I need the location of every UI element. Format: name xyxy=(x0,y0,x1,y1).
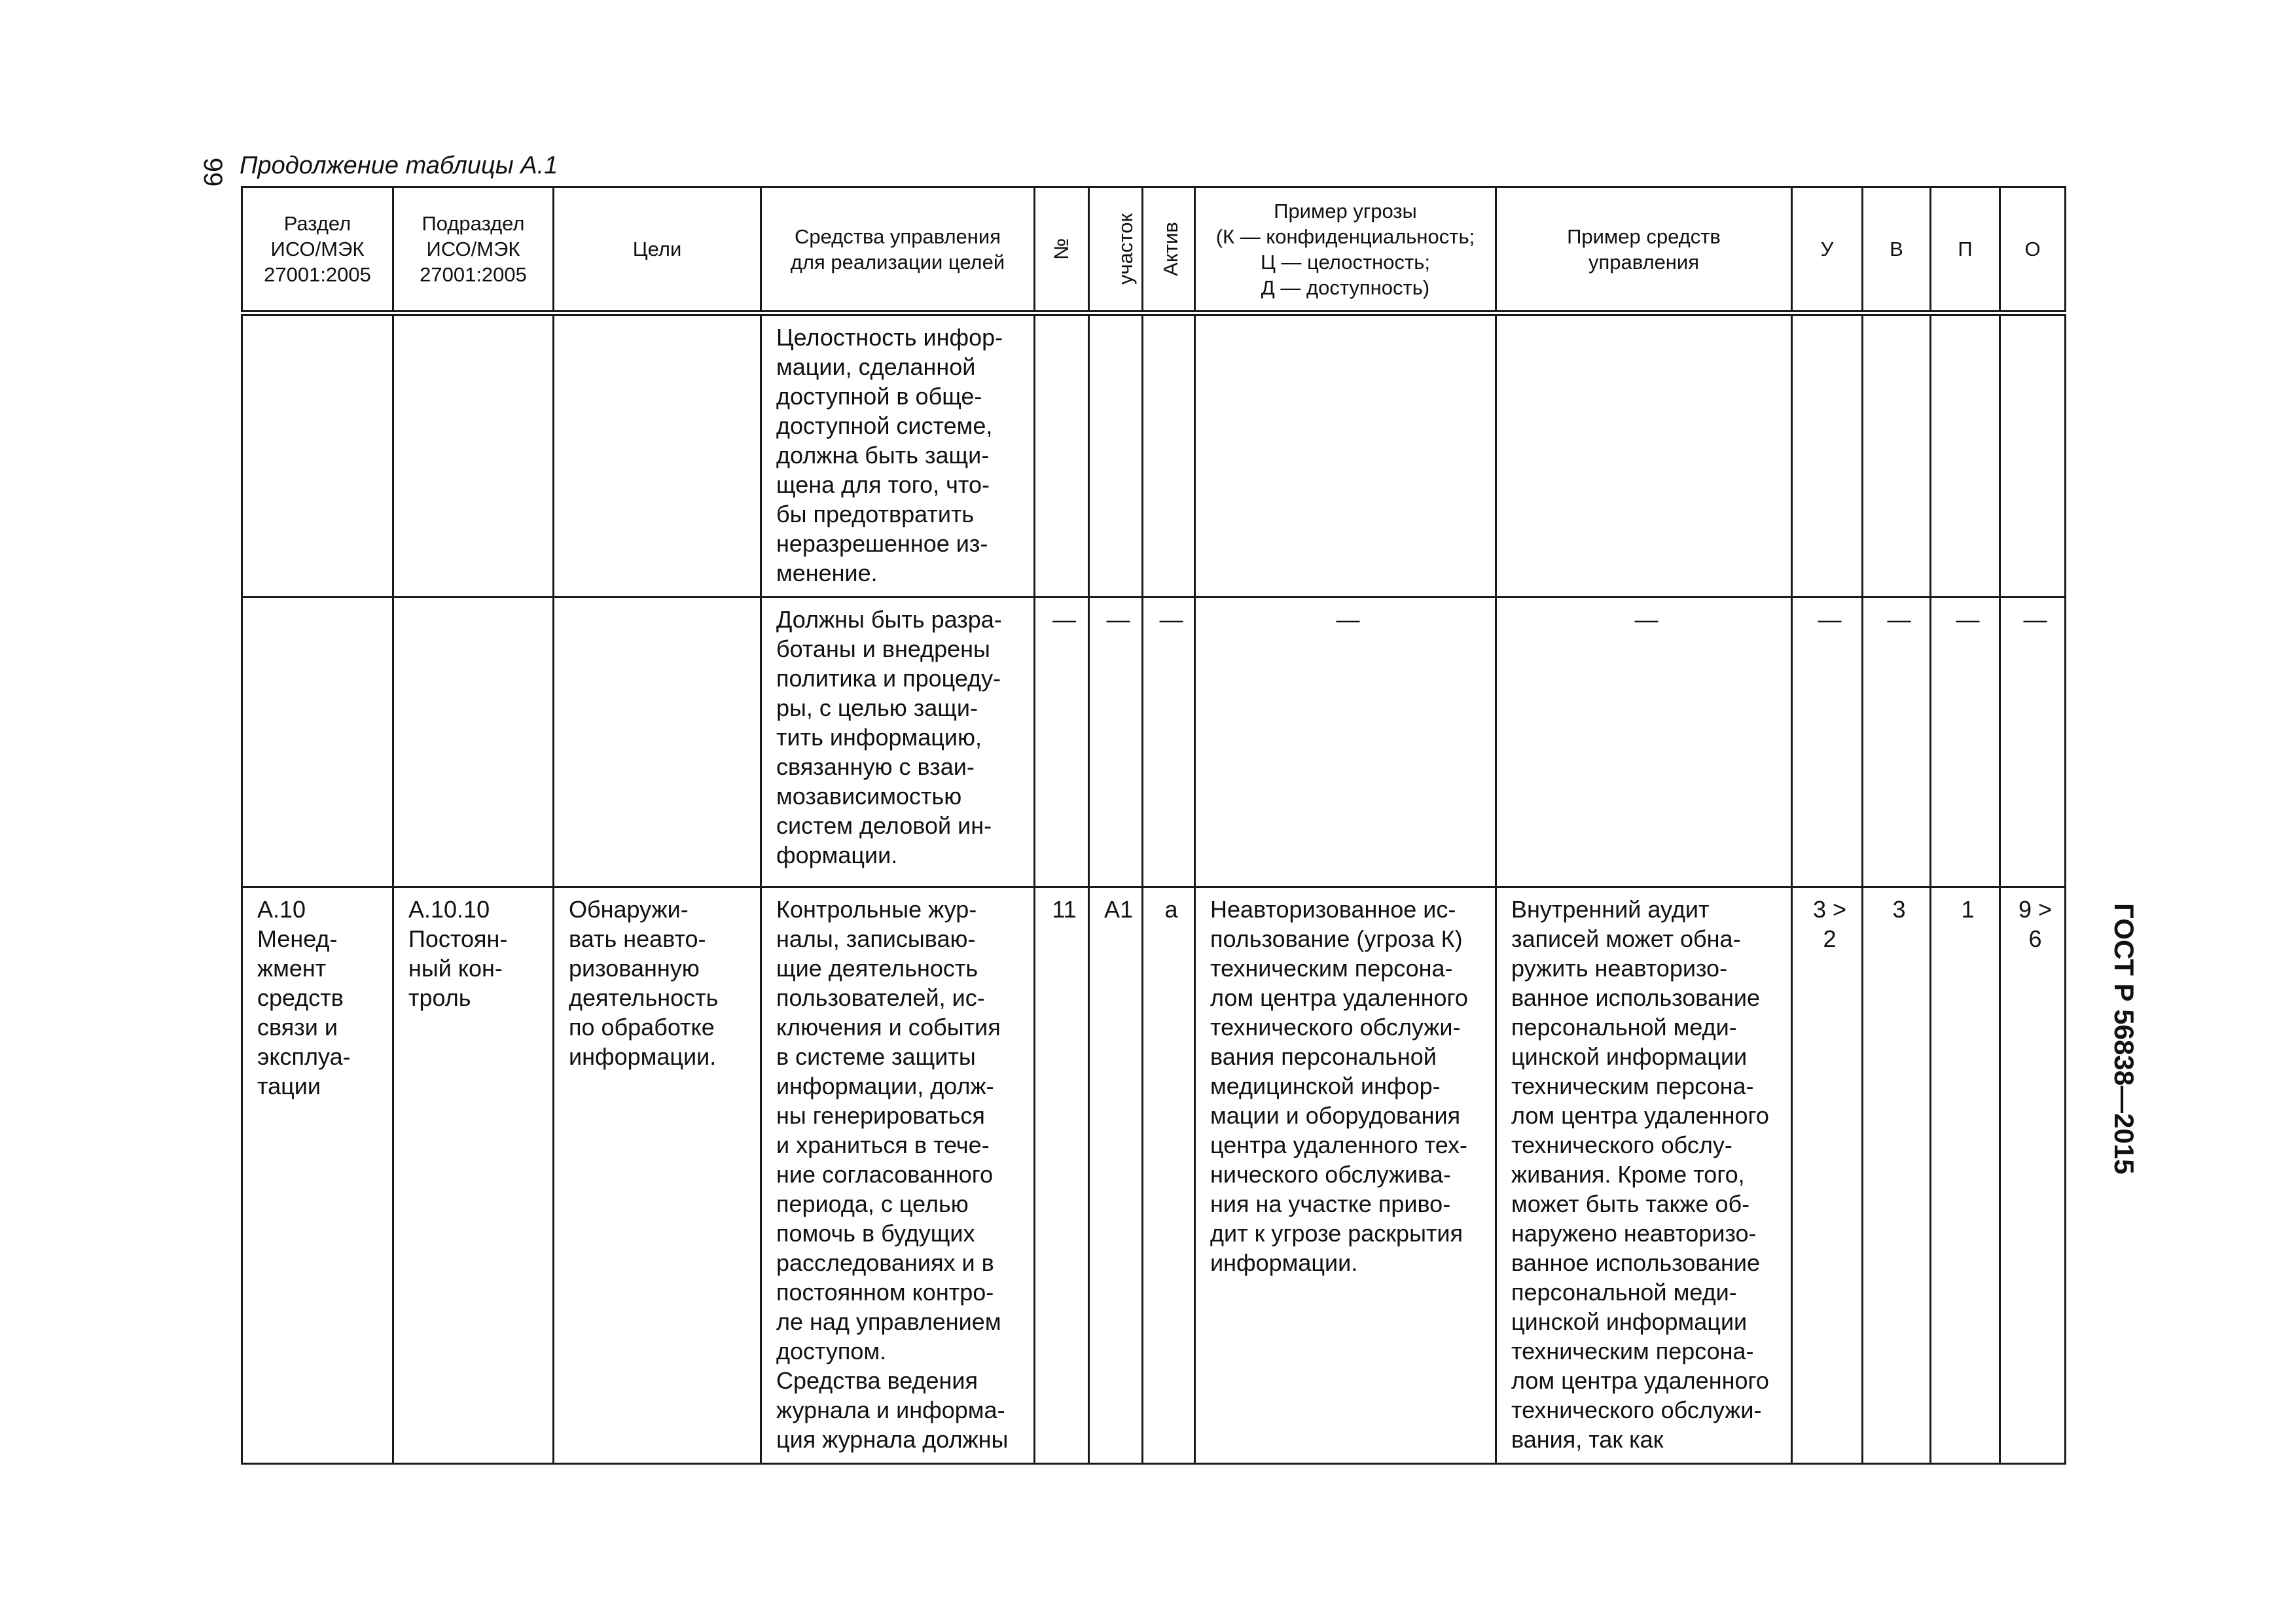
header-example-controls: Пример средств управления xyxy=(1496,187,1792,313)
cell-o: — xyxy=(2000,597,2066,887)
cell-threat xyxy=(1195,313,1496,597)
cell-area xyxy=(1089,313,1143,597)
cell-threat: — xyxy=(1195,597,1496,887)
header-goals: Цели xyxy=(554,187,761,313)
cell-example-controls: — xyxy=(1496,597,1792,887)
header-section: Раздел ИСО/МЭК 27001:2005 xyxy=(242,187,393,313)
table-row xyxy=(242,313,2066,597)
header-v: В xyxy=(1863,187,1931,313)
cell-v: 3 xyxy=(1863,887,1931,1464)
cell-section: А.10 Менед- жмент средств связи и эксплуа- тации xyxy=(242,887,393,1464)
cell-v xyxy=(1863,313,1931,597)
table-caption: Продолжение таблицы А.1 xyxy=(240,152,558,179)
cell-p xyxy=(1931,313,2000,597)
header-area: участок xyxy=(1114,213,1138,285)
cell-number: — xyxy=(1035,597,1089,887)
cell-subsection: А.10.10 Постоян- ный кон- троль xyxy=(393,887,554,1464)
cell-u xyxy=(1792,313,1863,597)
header-number: № xyxy=(1050,238,1073,260)
cell-goals: Обнаружи- вать неавто- ризованную деятельность по обработке информации. xyxy=(554,887,761,1464)
cell-v: — xyxy=(1863,597,1931,887)
cell-area: — xyxy=(1089,597,1143,887)
table-row xyxy=(242,887,2066,1464)
cell-p: 1 xyxy=(1931,887,2000,1464)
cell-example-controls xyxy=(1496,313,1792,597)
cell-asset xyxy=(1143,313,1195,597)
cell-o xyxy=(2000,313,2066,597)
header-o: О xyxy=(2000,187,2066,313)
cell-u: — xyxy=(1792,597,1863,887)
cell-asset: а xyxy=(1143,887,1195,1464)
cell-number xyxy=(1035,313,1089,597)
header-asset-cell xyxy=(1143,187,1195,313)
cell-o: 9 > 6 xyxy=(2000,887,2066,1464)
cell-section xyxy=(242,313,393,597)
cell-area: А1 xyxy=(1089,887,1143,1464)
cell-u: 3 > 2 xyxy=(1792,887,1863,1464)
cell-section xyxy=(242,597,393,887)
header-u: У xyxy=(1792,187,1863,313)
header-asset: Актив xyxy=(1158,222,1182,276)
cell-number: 11 xyxy=(1035,887,1089,1464)
cell-goals xyxy=(554,597,761,887)
controls-table xyxy=(241,186,2066,1465)
header-threat-example: Пример угрозы (К — конфиденциальность; Ц — целостность; Д — доступность) xyxy=(1195,187,1496,313)
standard-identifier: ГОСТ Р 56838—2015 xyxy=(2109,903,2140,1175)
header-p: П xyxy=(1931,187,2000,313)
cell-example-controls: Внутренний аудит записей может обна- ружить неавторизо- ванное использование персональной меди- цинской информации техническим персона- лом центра удаленного технического обслу- живания. Кроме того, может быть также об- наружено неавторизо- ванное использование персональной меди- цинской информации техническим персона- лом центра удаленного технического обслужи- вания, так как xyxy=(1496,887,1792,1464)
header-controls: Средства управления для реализации целей xyxy=(761,187,1035,313)
cell-controls: Должны быть разра- ботаны и внедрены политика и процеду- ры, с целью защи- тить информацию, связанную с взаи- мозависимостью систем деловой ин- формации. xyxy=(761,597,1035,887)
cell-controls: Контрольные жур- налы, записываю- щие деятельность пользователей, ис- ключения и события в системе защиты информации, долж- ны генерироваться и храниться в тече- ние согласованного периода, с целью помочь в будущих расследованиях и в постоянном контро- ле над управлением доступом. Средства ведения журнала и информа- ция журнала должны xyxy=(761,887,1035,1464)
header-area-cell xyxy=(1089,187,1143,313)
cell-asset: — xyxy=(1143,597,1195,887)
table-row xyxy=(242,597,2066,887)
page-number: 99 xyxy=(198,157,227,187)
cell-subsection xyxy=(393,597,554,887)
cell-threat: Неавторизованное ис- пользование (угроза К) техническим персона- лом центра удаленного технического обслужи- вания персональной медицинской инфор- мации и оборудования центра удаленного тех- нического обслужива- ния на участке приво- дит к угрозе раскрытия информации. xyxy=(1195,887,1496,1464)
cell-subsection xyxy=(393,313,554,597)
cell-goals xyxy=(554,313,761,597)
header-subsection: Подраздел ИСО/МЭК 27001:2005 xyxy=(393,187,554,313)
cell-p: — xyxy=(1931,597,2000,887)
cell-controls: Целостность инфор- мации, сделанной доступной в обще- доступной системе, должна быть защи- щена для того, что- бы предотвратить неразрешенное из- менение. xyxy=(761,313,1035,597)
header-number-cell xyxy=(1035,187,1089,313)
table-header-row xyxy=(242,187,2066,313)
